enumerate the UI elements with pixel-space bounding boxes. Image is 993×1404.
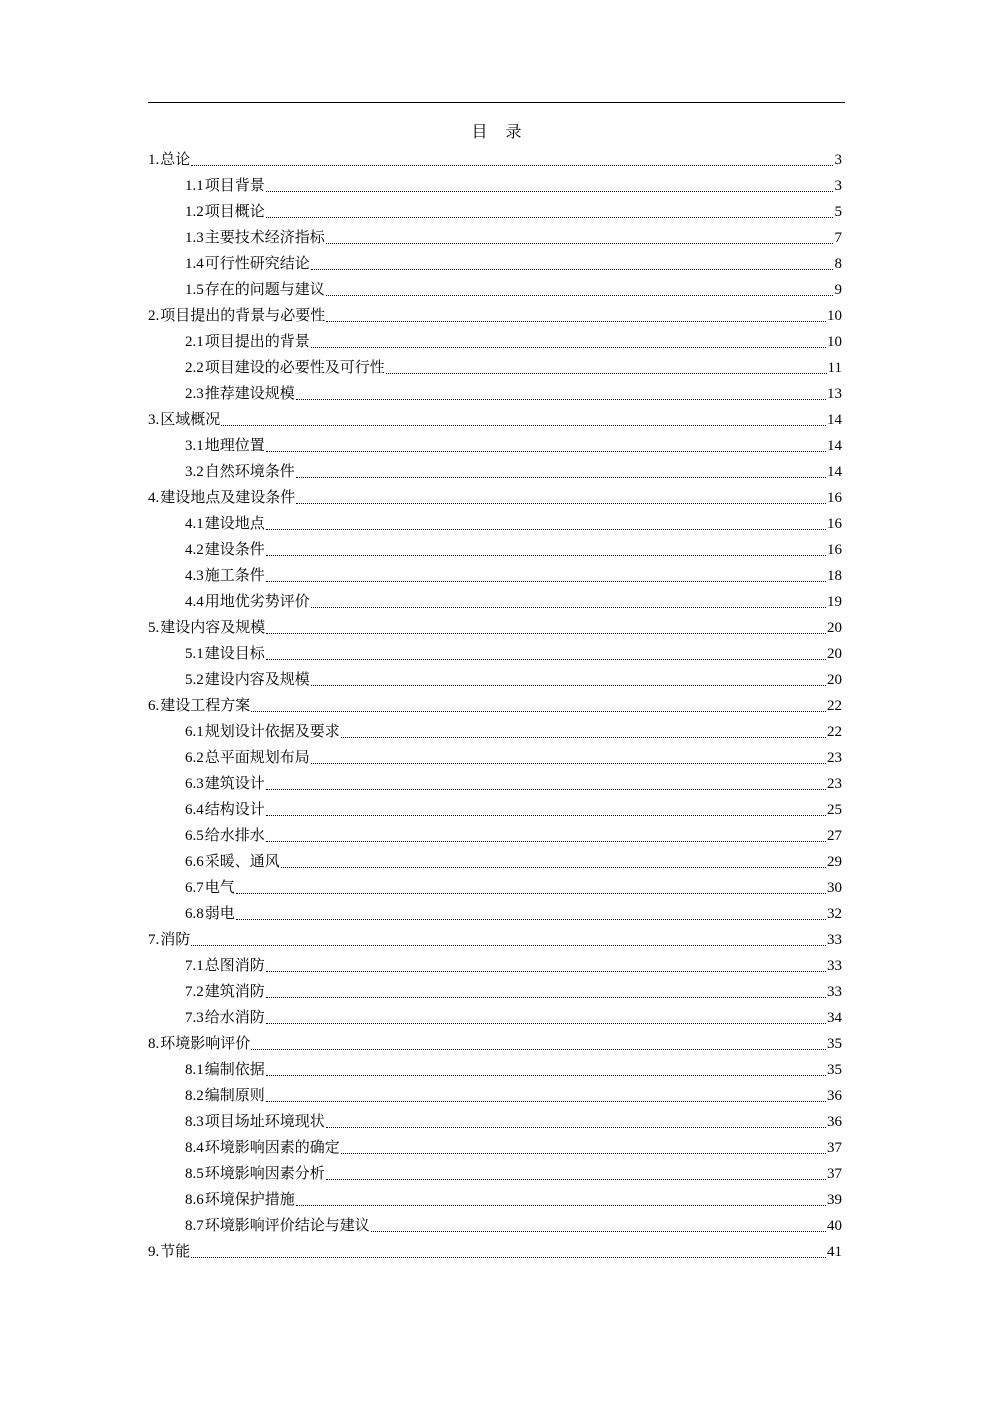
toc-section-2-1[interactable] (148, 329, 842, 355)
toc-entry-label: 建筑消防 (204, 984, 265, 1000)
toc-entry-number: 8. (148, 1036, 160, 1052)
toc-entry-page-number: 11 (827, 360, 842, 376)
toc-chapter-1[interactable] (148, 147, 842, 173)
toc-entry-number: 6. (148, 698, 160, 714)
toc-entry-label: 环境影响评价结论与建议 (204, 1218, 370, 1234)
toc-entry-page-number: 16 (827, 542, 842, 558)
toc-entry-page-number: 20 (827, 646, 842, 662)
toc-entry-number: 6.6 (185, 854, 204, 870)
toc-entry-label: 总平面规划布局 (204, 750, 310, 766)
toc-dot-leader (371, 1214, 826, 1238)
toc-entry-page-number: 35 (827, 1036, 842, 1052)
toc-chapter-6[interactable] (148, 693, 842, 719)
toc-entry-label: 给水消防 (204, 1010, 265, 1026)
toc-entry-page-number: 7 (834, 230, 842, 246)
toc-section-7-2[interactable] (148, 979, 842, 1005)
toc-dot-leader (266, 564, 826, 588)
toc-dot-leader (251, 1032, 826, 1056)
toc-dot-leader (266, 954, 826, 978)
toc-chapter-9[interactable] (148, 1239, 842, 1265)
toc-entry-page-number: 14 (827, 438, 842, 454)
toc-entry-label: 建设工程方案 (160, 698, 251, 714)
toc-dot-leader (266, 1006, 826, 1030)
toc-entry-label: 项目提出的背景 (204, 334, 310, 350)
toc-dot-leader (266, 1058, 826, 1082)
toc-entry-page-number: 23 (827, 750, 842, 766)
toc-section-5-2[interactable] (148, 667, 842, 693)
toc-entry-page-number: 36 (827, 1114, 842, 1130)
toc-entry-number: 4.2 (185, 542, 204, 558)
toc-dot-leader (296, 382, 826, 406)
toc-entry-label: 节能 (160, 1244, 191, 1260)
header-rule (148, 102, 845, 103)
toc-entry-page-number: 40 (827, 1218, 842, 1234)
toc-entry-label: 主要技术经济指标 (204, 230, 325, 246)
toc-section-6-1[interactable] (148, 719, 842, 745)
toc-entry-label: 项目提出的背景与必要性 (160, 308, 326, 324)
toc-section-8-3[interactable] (148, 1109, 842, 1135)
toc-dot-leader (311, 590, 826, 614)
toc-entry-page-number: 34 (827, 1010, 842, 1026)
toc-entry-page-number: 10 (827, 308, 842, 324)
toc-section-6-7[interactable] (148, 875, 842, 901)
toc-section-6-8[interactable] (148, 901, 842, 927)
toc-entry-page-number: 25 (827, 802, 842, 818)
toc-section-6-4[interactable] (148, 797, 842, 823)
toc-entry-number: 8.1 (185, 1062, 204, 1078)
toc-entry-page-number: 41 (827, 1244, 842, 1260)
toc-dot-leader (236, 902, 826, 926)
toc-chapter-4[interactable] (148, 485, 842, 511)
toc-section-8-4[interactable] (148, 1135, 842, 1161)
toc-entry-page-number: 32 (827, 906, 842, 922)
toc-entry-page-number: 20 (827, 620, 842, 636)
toc-dot-leader (311, 746, 826, 770)
toc-section-1-3[interactable] (148, 225, 842, 251)
toc-entry-label: 建设条件 (204, 542, 265, 558)
toc-chapter-8[interactable] (148, 1031, 842, 1057)
toc-entry-label: 编制原则 (204, 1088, 265, 1104)
toc-entry-label: 推荐建设规模 (204, 386, 295, 402)
toc-entry-label: 建设内容及规模 (204, 672, 310, 688)
toc-dot-leader (191, 928, 826, 952)
toc-section-8-7[interactable] (148, 1213, 842, 1239)
toc-entry-number: 6.2 (185, 750, 204, 766)
toc-dot-leader (266, 1084, 826, 1108)
toc-entry-number: 1.3 (185, 230, 204, 246)
toc-section-4-1[interactable] (148, 511, 842, 537)
toc-chapter-7[interactable] (148, 927, 842, 953)
toc-dot-leader (326, 1110, 826, 1134)
toc-section-2-3[interactable] (148, 381, 842, 407)
toc-section-1-4[interactable] (148, 251, 842, 277)
toc-dot-leader (266, 642, 826, 666)
toc-dot-leader (311, 668, 826, 692)
toc-entry-page-number: 9 (834, 282, 842, 298)
toc-entry-label: 弱电 (204, 906, 235, 922)
toc-entry-page-number: 33 (827, 958, 842, 974)
toc-entry-label: 地理位置 (204, 438, 265, 454)
toc-entry-number: 7.1 (185, 958, 204, 974)
toc-dot-leader (326, 226, 833, 250)
toc-entry-page-number: 8 (834, 256, 842, 272)
toc-entry-label: 规划设计依据及要求 (204, 724, 340, 740)
toc-entry-page-number: 3 (834, 152, 842, 168)
toc-section-6-3[interactable] (148, 771, 842, 797)
toc-entry-number: 8.6 (185, 1192, 204, 1208)
toc-entry-label: 区域概况 (160, 412, 221, 428)
toc-entry-number: 3.1 (185, 438, 204, 454)
toc-dot-leader (266, 174, 833, 198)
toc-dot-leader (386, 356, 827, 380)
toc-entry-page-number: 22 (827, 698, 842, 714)
toc-dot-leader (191, 148, 833, 172)
toc-title-char-2: 录 (505, 124, 522, 141)
toc-entry-label: 项目场址环境现状 (204, 1114, 325, 1130)
toc-entry-number: 6.1 (185, 724, 204, 740)
toc-section-1-1[interactable] (148, 173, 842, 199)
toc-dot-leader (236, 876, 826, 900)
toc-dot-leader (266, 616, 826, 640)
toc-entry-number: 1.5 (185, 282, 204, 298)
toc-section-3-1[interactable] (148, 433, 842, 459)
toc-entry-label: 给水排水 (204, 828, 265, 844)
toc-entry-label: 自然环境条件 (204, 464, 295, 480)
toc-dot-leader (221, 408, 826, 432)
toc-entry-number: 1.4 (185, 256, 204, 272)
toc-entry-page-number: 36 (827, 1088, 842, 1104)
toc-entry-label: 存在的问题与建议 (204, 282, 325, 298)
toc-entry-number: 7.3 (185, 1010, 204, 1026)
toc-section-6-2[interactable] (148, 745, 842, 771)
toc-dot-leader (296, 460, 826, 484)
toc-entry-page-number: 35 (827, 1062, 842, 1078)
toc-entry-number: 8.4 (185, 1140, 204, 1156)
toc-entry-number: 4.1 (185, 516, 204, 532)
toc-entry-page-number: 14 (827, 412, 842, 428)
toc-entry-label: 编制依据 (204, 1062, 265, 1078)
toc-section-1-5[interactable] (148, 277, 842, 303)
toc-chapter-5[interactable] (148, 615, 842, 641)
toc-dot-leader (326, 304, 826, 328)
toc-dot-leader (266, 538, 826, 562)
toc-entry-number: 8.2 (185, 1088, 204, 1104)
toc-entry-label: 总论 (160, 152, 191, 168)
toc-entry-number: 2.2 (185, 360, 204, 376)
toc-entry-number: 5.1 (185, 646, 204, 662)
toc-entry-number: 6.8 (185, 906, 204, 922)
toc-entry-number: 7. (148, 932, 160, 948)
toc-dot-leader (296, 1188, 826, 1212)
toc-entry-number: 9. (148, 1244, 160, 1260)
toc-entry-page-number: 33 (827, 984, 842, 1000)
toc-entry-page-number: 5 (834, 204, 842, 220)
toc-dot-leader (266, 512, 826, 536)
toc-entry-number: 2.1 (185, 334, 204, 350)
toc-entry-label: 采暖、通风 (204, 854, 280, 870)
toc-entry-page-number: 18 (827, 568, 842, 584)
toc-section-6-5[interactable] (148, 823, 842, 849)
toc-entry-page-number: 37 (827, 1166, 842, 1182)
toc-dot-leader (281, 850, 826, 874)
toc-entry-number: 6.5 (185, 828, 204, 844)
toc-entry-number: 1.2 (185, 204, 204, 220)
toc-entry-label: 建设地点及建设条件 (160, 490, 296, 506)
toc-entry-number: 6.4 (185, 802, 204, 818)
toc-entry-page-number: 29 (827, 854, 842, 870)
toc-entry-number: 1.1 (185, 178, 204, 194)
toc-title (0, 122, 993, 144)
toc-entry-number: 4.4 (185, 594, 204, 610)
toc-section-3-2[interactable] (148, 459, 842, 485)
toc-dot-leader (251, 694, 826, 718)
toc-chapter-2[interactable] (148, 303, 842, 329)
toc-section-8-2[interactable] (148, 1083, 842, 1109)
toc-entry-number: 5. (148, 620, 160, 636)
toc-entry-label: 环境影响评价 (160, 1036, 251, 1052)
toc-section-8-5[interactable] (148, 1161, 842, 1187)
toc-entry-page-number: 27 (827, 828, 842, 844)
toc-entry-page-number: 3 (834, 178, 842, 194)
toc-entry-number: 1. (148, 152, 160, 168)
toc-entry-number: 4. (148, 490, 160, 506)
toc-section-4-3[interactable] (148, 563, 842, 589)
toc-dot-leader (326, 278, 833, 302)
toc-dot-leader (266, 434, 826, 458)
toc-section-7-3[interactable] (148, 1005, 842, 1031)
toc-entry-label: 建设目标 (204, 646, 265, 662)
toc-entry-label: 建设地点 (204, 516, 265, 532)
toc-entry-page-number: 20 (827, 672, 842, 688)
toc-entry-page-number: 33 (827, 932, 842, 948)
toc-section-4-4[interactable] (148, 589, 842, 615)
toc-entry-number: 2. (148, 308, 160, 324)
toc-dot-leader (191, 1240, 826, 1264)
toc-dot-leader (326, 1162, 826, 1186)
toc-section-6-6[interactable] (148, 849, 842, 875)
toc-dot-leader (311, 252, 833, 276)
toc-entry-page-number: 16 (827, 490, 842, 506)
toc-entry-page-number: 22 (827, 724, 842, 740)
toc-dot-leader (296, 486, 826, 510)
toc-entry-page-number: 23 (827, 776, 842, 792)
table-of-contents (148, 147, 842, 1265)
toc-dot-leader (266, 200, 833, 224)
toc-entry-page-number: 39 (827, 1192, 842, 1208)
toc-entry-label: 电气 (204, 880, 235, 896)
toc-entry-number: 8.3 (185, 1114, 204, 1130)
toc-entry-page-number: 19 (827, 594, 842, 610)
toc-entry-number: 5.2 (185, 672, 204, 688)
toc-dot-leader (266, 980, 826, 1004)
toc-entry-page-number: 30 (827, 880, 842, 896)
toc-entry-label: 环境影响因素分析 (204, 1166, 325, 1182)
toc-entry-number: 4.3 (185, 568, 204, 584)
toc-entry-label: 可行性研究结论 (204, 256, 310, 272)
toc-entry-page-number: 13 (827, 386, 842, 402)
toc-entry-number: 2.3 (185, 386, 204, 402)
toc-entry-label: 环境保护措施 (204, 1192, 295, 1208)
toc-entry-label: 建设内容及规模 (160, 620, 266, 636)
toc-section-2-2[interactable] (148, 355, 842, 381)
toc-entry-number: 3.2 (185, 464, 204, 480)
toc-title-char-1: 目 (471, 124, 488, 141)
toc-entry-label: 环境影响因素的确定 (204, 1140, 340, 1156)
toc-entry-label: 结构设计 (204, 802, 265, 818)
toc-section-5-1[interactable] (148, 641, 842, 667)
toc-entry-label: 项目概论 (204, 204, 265, 220)
toc-entry-page-number: 14 (827, 464, 842, 480)
toc-entry-number: 3. (148, 412, 160, 428)
toc-section-8-6[interactable] (148, 1187, 842, 1213)
toc-entry-label: 消防 (160, 932, 191, 948)
toc-entry-number: 8.7 (185, 1218, 204, 1234)
toc-entry-number: 6.3 (185, 776, 204, 792)
toc-entry-page-number: 10 (827, 334, 842, 350)
toc-dot-leader (266, 798, 826, 822)
toc-section-7-1[interactable] (148, 953, 842, 979)
toc-entry-label: 项目背景 (204, 178, 265, 194)
toc-dot-leader (266, 824, 826, 848)
toc-dot-leader (341, 720, 826, 744)
toc-entry-label: 施工条件 (204, 568, 265, 584)
toc-entry-label: 总图消防 (204, 958, 265, 974)
toc-chapter-3[interactable] (148, 407, 842, 433)
toc-dot-leader (341, 1136, 826, 1160)
toc-dot-leader (311, 330, 826, 354)
toc-entry-number: 6.7 (185, 880, 204, 896)
toc-entry-page-number: 37 (827, 1140, 842, 1156)
toc-entry-number: 7.2 (185, 984, 204, 1000)
toc-section-1-2[interactable] (148, 199, 842, 225)
toc-entry-number: 8.5 (185, 1166, 204, 1182)
toc-entry-label: 用地优劣势评价 (204, 594, 310, 610)
toc-section-8-1[interactable] (148, 1057, 842, 1083)
toc-section-4-2[interactable] (148, 537, 842, 563)
toc-entry-label: 项目建设的必要性及可行性 (204, 360, 385, 376)
toc-entry-label: 建筑设计 (204, 776, 265, 792)
toc-entry-page-number: 16 (827, 516, 842, 532)
toc-dot-leader (266, 772, 826, 796)
